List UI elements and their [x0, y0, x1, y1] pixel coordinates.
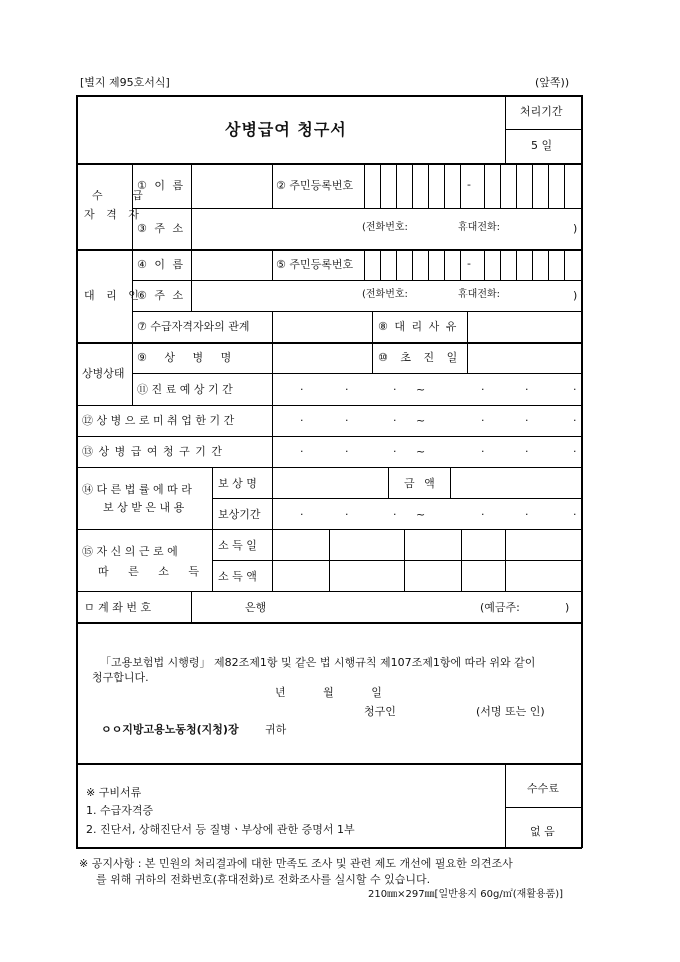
account-number-label: ㅁ 계 좌 번 호 — [84, 601, 152, 614]
page-title: 상병급여 청구서 — [225, 120, 347, 139]
agent-address-label: ⑥ 주 소 — [137, 289, 184, 302]
claimant-label: 청구인 — [364, 705, 396, 718]
agent-phone-label: (전화번호: — [362, 289, 408, 300]
qualified-name-label: ① 이 름 — [137, 179, 184, 192]
fee-label: 수수료 — [527, 782, 559, 795]
agent-reason-label: ⑧ 대 리 사 유 — [378, 320, 457, 333]
income-date-label: 소 득 일 — [218, 539, 257, 552]
first-visit-label: ⑩ 초 진 일 — [378, 351, 458, 364]
required-document-2: 2. 진단서, 상해진단서 등 질병ㆍ부상에 관한 증명서 1부 — [86, 823, 355, 836]
disease-name-label: ⑨ 상 병 명 — [137, 351, 232, 364]
required-document-1: 1. 수급자격증 — [86, 804, 154, 817]
required-documents-title: ※ 구비서류 — [86, 786, 142, 799]
unable-work-period-label: ⑫ 상 병 으 로 미 취 업 한 기 간 — [82, 414, 235, 427]
page-side-label: (앞쪽)) — [535, 76, 570, 89]
agent-mobile-label: 휴대전화: — [458, 289, 501, 300]
income-section-label-2: 따 른 소 득 — [98, 565, 199, 578]
agent-relation-label: ⑦ 수급자격자와의 관계 — [137, 320, 250, 333]
qualified-rrn-dash: - — [467, 178, 471, 191]
qualified-phone-close: ) — [573, 222, 578, 235]
notice-text-2: 를 위해 귀하의 전화번호(휴대전화)로 전화조사를 실시할 수 있습니다. — [96, 873, 431, 886]
compensation-period-label: 보상기간 — [218, 508, 261, 521]
claim-date: 년 월 일 — [275, 686, 382, 699]
qualified-phone-label: (전화번호: — [362, 222, 408, 233]
paper-spec: 210㎜×297㎜[일반용지 60g/㎡(재활용품)] — [368, 889, 564, 900]
agent-rrn-dash: - — [467, 257, 471, 270]
bank-label: 은행 — [245, 601, 267, 614]
recipient-office: ㅇㅇ지방고용노동청(지청)장 — [101, 723, 239, 736]
processing-period-value: 5 일 — [531, 139, 553, 152]
compensation-section-label: ⑭ 다 른 법 률 에 따 라 — [82, 483, 192, 496]
account-holder-close: ) — [565, 601, 570, 614]
qualified-section-label-2: 자 격 자 — [84, 208, 143, 221]
claim-period-label: ⑬ 상 병 급 여 청 구 기 간 — [82, 445, 222, 458]
agent-rrn-label: ⑤ 주민등록번호 — [276, 258, 354, 271]
agent-name-label: ④ 이 름 — [137, 258, 184, 271]
fee-value: 없 음 — [530, 825, 555, 838]
condition-section-label: 상병상태 — [82, 367, 125, 380]
qualified-rrn-label: ② 주민등록번호 — [276, 179, 354, 192]
recipient-suffix: 귀하 — [265, 723, 287, 736]
qualified-section-label: 수 급 — [92, 189, 156, 202]
signature-label: (서명 또는 인) — [476, 705, 545, 718]
compensation-section-label-2: 보 상 받 은 내 용 — [103, 501, 185, 514]
income-section-label: ⑮ 자 신 의 근 로 에 — [82, 545, 178, 558]
agent-section-label: 대 리 인 — [84, 289, 143, 302]
account-holder-label: (예금주: — [480, 601, 520, 614]
compensation-amount-label: 금 액 — [404, 477, 435, 490]
statement-text-2: 청구합니다. — [92, 671, 149, 684]
qualified-address-label: ③ 주 소 — [137, 222, 184, 235]
notice-text: ※ 공지사항 : 본 민원의 처리결과에 대한 만족도 조사 및 관련 제도 개선에 필요한 의견조사 — [79, 857, 513, 870]
qualified-mobile-label: 휴대전화: — [458, 222, 501, 233]
treatment-period-label: ⑪ 진 료 예 상 기 간 — [137, 383, 233, 396]
statement-text: 「고용보험법 시행령」 제82조제1항 및 같은 법 시행규칙 제107조제1항에 따라 위와 같이 — [100, 656, 536, 669]
agent-phone-close: ) — [573, 289, 578, 302]
form-number: [별지 제95호서식] — [80, 76, 170, 89]
compensation-name-label: 보 상 명 — [218, 477, 257, 490]
income-amount-label: 소 득 액 — [218, 570, 257, 583]
processing-period-label: 처리기간 — [520, 105, 563, 118]
